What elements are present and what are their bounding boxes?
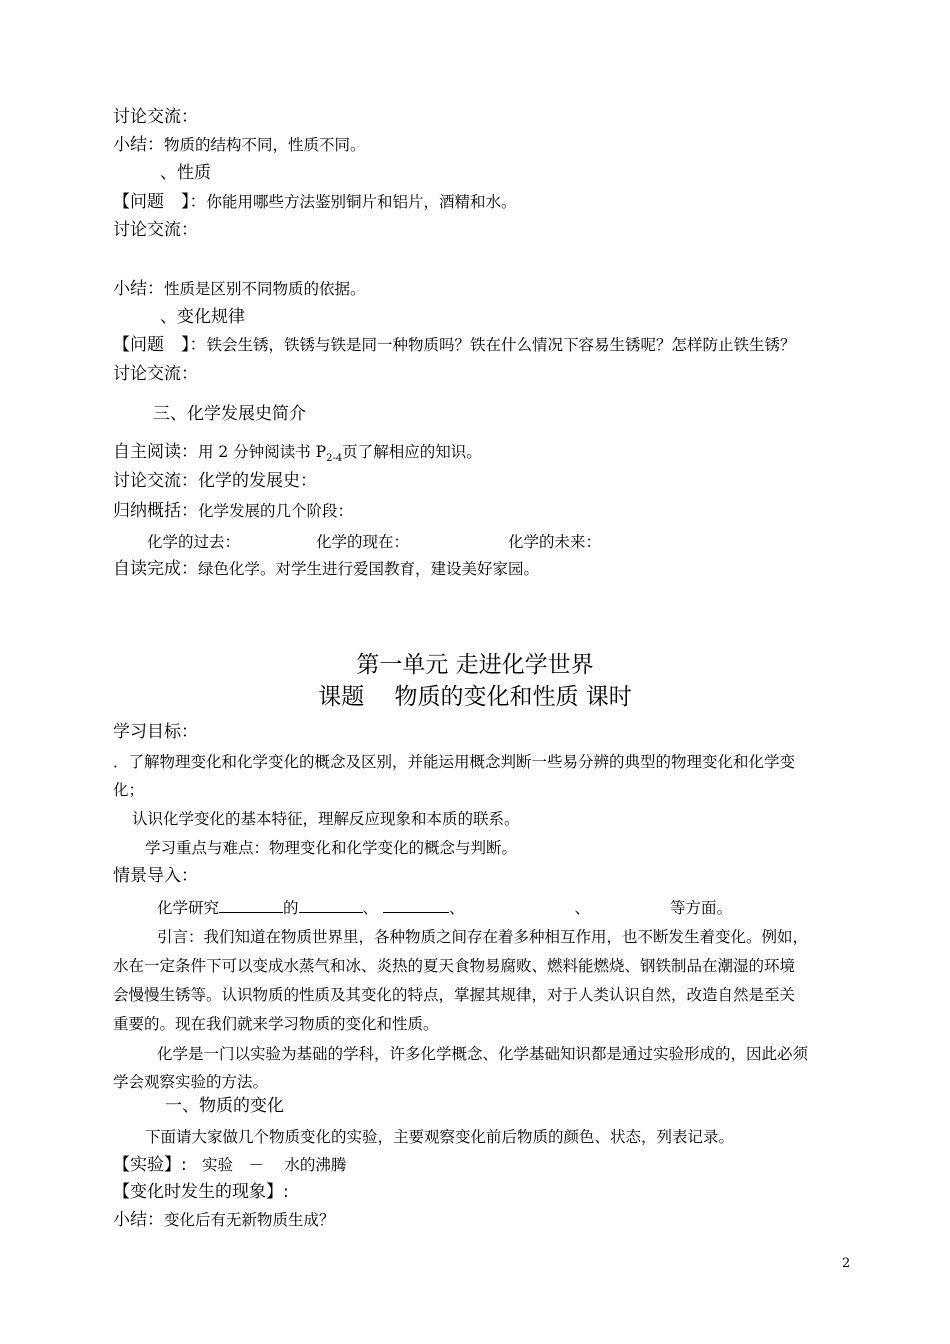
goal-3: 学习重点与难点：物理变化和化学变化的概念与判断。 <box>145 839 518 857</box>
fill-blank[interactable] <box>299 896 363 913</box>
self-complete-label: 自读完成： <box>113 559 198 579</box>
experiment-line <box>113 1154 346 1176</box>
question-1 <box>113 191 517 213</box>
question-text: 铁会生锈，铁锈与铁是同一种物质吗？铁在什么情况下容易生锈呢？怎样防止铁生锈？ <box>206 336 796 354</box>
para-1-line-4: 重要的。现在我们就来学习物质的变化和性质。 <box>113 1015 439 1033</box>
self-complete-text: 绿色化学。对学生进行爱国教育，建设美好家园。 <box>198 560 540 578</box>
self-read-label: 自主阅读： <box>113 442 198 462</box>
question-text: 你能用哪些方法鉴别铜片和铝片，酒精和水。 <box>206 193 517 211</box>
self-read-line <box>113 441 482 470</box>
page-range: 2-4 <box>326 453 343 465</box>
summary-2 <box>113 278 366 300</box>
summarize-label: 归纳概括： <box>113 501 198 521</box>
goals-label: 学习目标： <box>113 722 198 742</box>
fill-text: 、 <box>448 899 465 917</box>
lesson-title: 课题 物质的变化和性质 课时 <box>318 684 632 710</box>
discuss-label-1: 讨论交流： <box>113 107 198 127</box>
goal-1: ．了解物理变化和化学变化的概念及区别，并能运用概念判断一些易分辨的典型的物理变化和化学变 <box>113 753 796 771</box>
para-1-line-3: 会慢慢生锈等。认识物质的性质及其变化的特点，掌握其规律，对于人类认识自然，改造自然是至关 <box>113 986 796 1004</box>
heading-property: 、性质 <box>160 163 211 183</box>
summary-text: 性质是区别不同物质的依据。 <box>164 280 366 298</box>
summary-text: 变化后有无新物质生成？ <box>164 1211 335 1229</box>
discuss-history <box>113 470 317 492</box>
summary-label: 小结： <box>113 279 164 299</box>
chem-present: 化学的现在： <box>316 533 410 551</box>
question-2 <box>113 334 796 356</box>
discuss-text: 化学的发展史： <box>198 471 317 491</box>
self-read-text: 用 2 分钟阅读书 P <box>198 443 327 461</box>
discuss-label: 讨论交流： <box>113 471 198 491</box>
question-label: 【问题 】： <box>113 335 207 355</box>
summarize-text: 化学发展的几个阶段： <box>198 502 354 520</box>
discuss-label-2: 讨论交流： <box>113 220 198 240</box>
summary-label: 小结： <box>113 1210 164 1230</box>
fill-blank[interactable] <box>219 896 283 913</box>
chem-past: 化学的过去： <box>147 533 241 551</box>
summary-1 <box>113 134 366 156</box>
intro-label: 情景导入： <box>113 866 198 886</box>
fill-text: 、 <box>574 899 591 917</box>
para-2-line-1: 化学是一门以实验为基础的学科，许多化学概念、化学基础知识都是通过实验形成的，因此必须 <box>157 1045 809 1063</box>
self-complete-line <box>113 558 539 580</box>
page-number: 2 <box>842 1256 851 1271</box>
summary-label: 小结： <box>113 135 164 155</box>
chem-future: 化学的未来： <box>508 533 602 551</box>
para-1-line-2: 水在一定条件下可以变成水蒸气和冰、炎热的夏天食物易腐败、燃料能燃烧、钢铁制品在潮湿的环境 <box>113 957 796 975</box>
summary-change <box>113 1209 335 1231</box>
unit-title: 第一单元 走进化学世界 <box>356 652 594 678</box>
para-2-line-2: 学会观察实验的方法。 <box>113 1073 269 1091</box>
goal-1-cont: 化； <box>113 781 145 799</box>
fill-in-line <box>157 896 732 919</box>
experiment-label: 【实验】: <box>113 1155 187 1175</box>
phenomenon-label: 【变化时发生的现象】: <box>113 1182 289 1202</box>
fill-text: 的 <box>283 899 299 917</box>
fill-text: 化学研究 <box>157 899 220 917</box>
experiment-text: 实验 － 水的沸腾 <box>202 1156 347 1174</box>
fill-text: 等方面。 <box>670 899 733 917</box>
summarize-line <box>113 500 353 522</box>
fill-text: 、 <box>362 899 379 917</box>
heading-rule: 、变化规律 <box>160 307 245 327</box>
heading-history: 三、化学发展史简介 <box>153 404 306 424</box>
heading-change: 一、物质的变化 <box>165 1096 284 1116</box>
summary-text: 物质的结构不同，性质不同。 <box>164 136 366 154</box>
question-label: 【问题 】： <box>113 192 207 212</box>
fill-blank[interactable] <box>383 896 449 913</box>
goal-2: 认识化学变化的基本特征，理解反应现象和本质的联系。 <box>132 810 520 828</box>
para-1-line-1: 引言：我们知道在物质世界里，各种物质之间存在着多种相互作用，也不断发生着变化。例如， <box>157 928 809 946</box>
experiment-intro: 下面请大家做几个物质变化的实验，主要观察变化前后物质的颜色、状态，列表记录。 <box>145 1128 735 1146</box>
self-read-text-2: 页了解相应的知识。 <box>342 443 482 461</box>
discuss-label-3: 讨论交流： <box>113 364 198 384</box>
